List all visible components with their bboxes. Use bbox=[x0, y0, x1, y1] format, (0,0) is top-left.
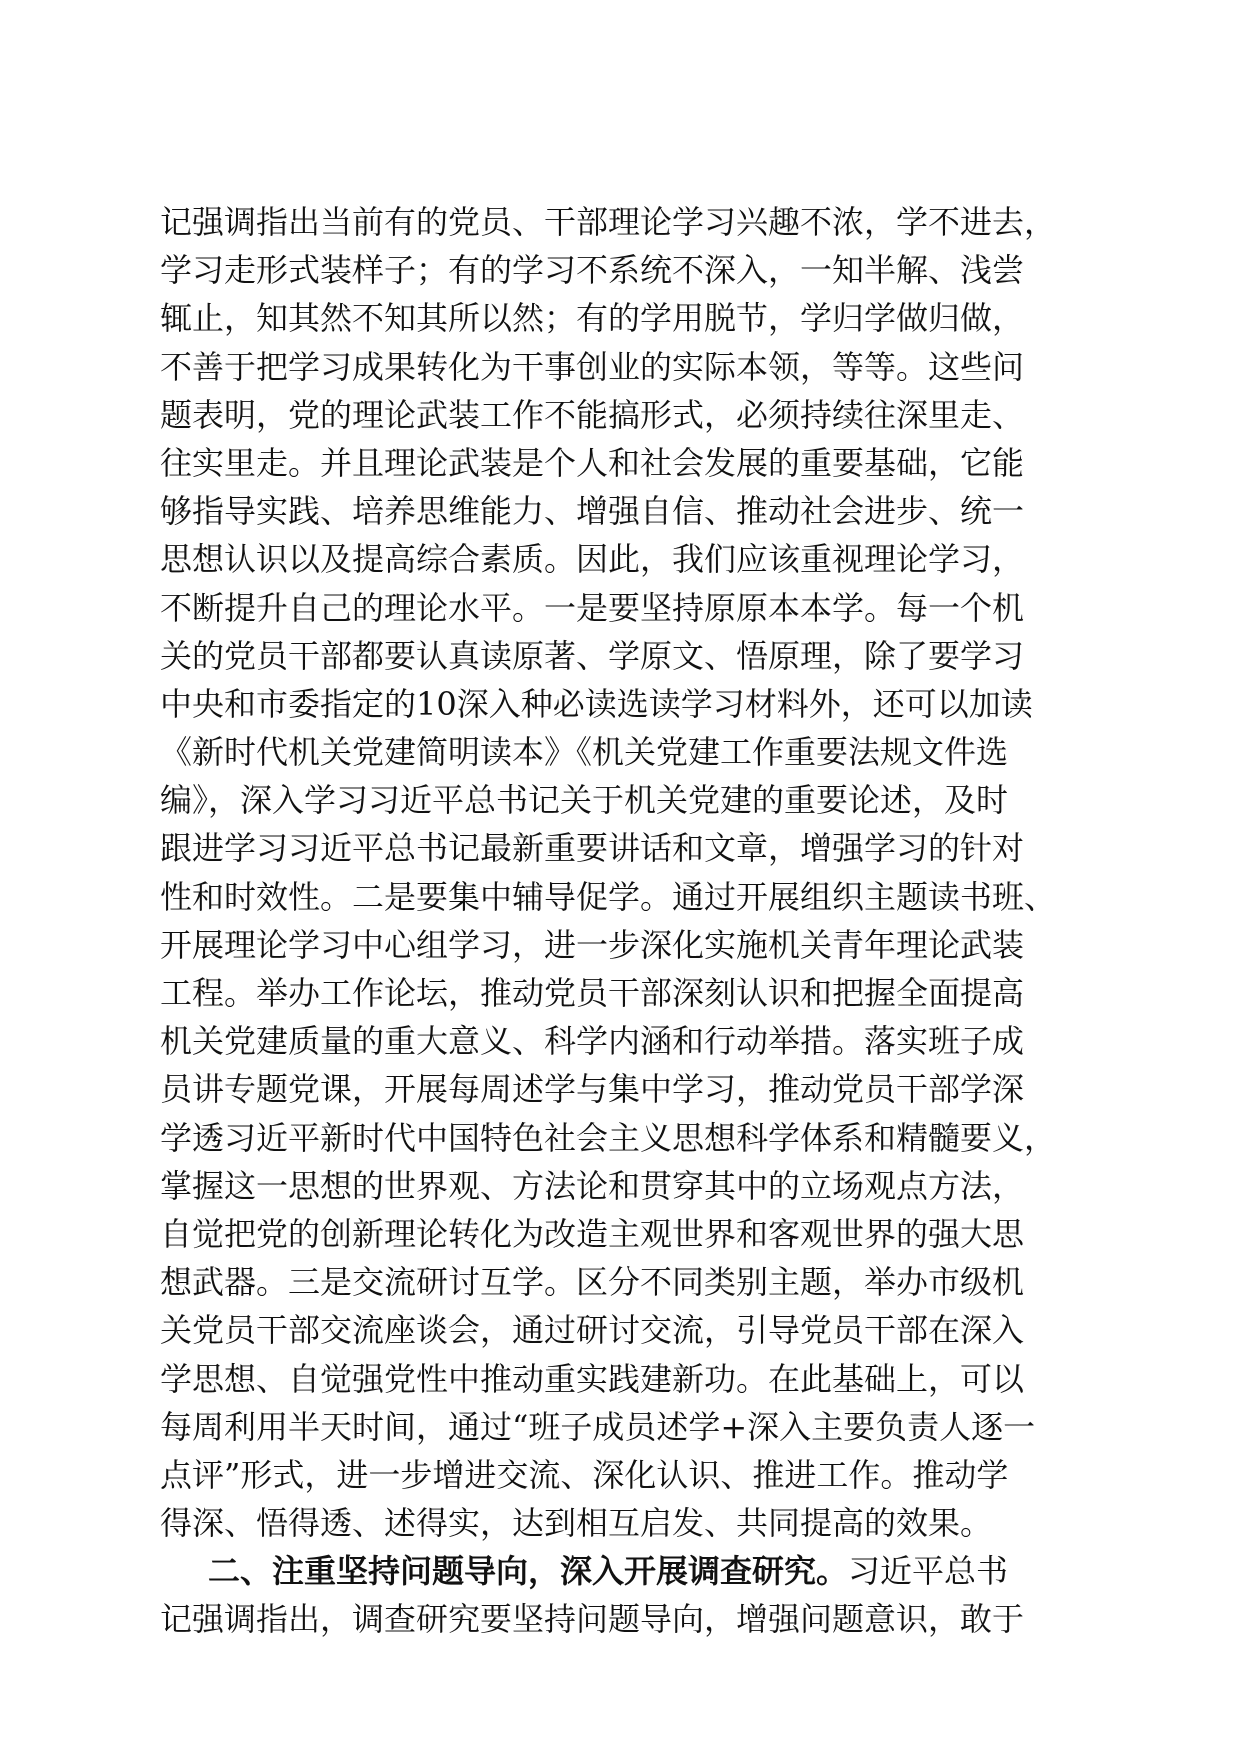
text-line: 中央和市委指定的10深入种必读选读学习材料外，还可以加读 bbox=[160, 684, 1033, 723]
text-line: 学思想、自觉强党性中推动重实践建新功。在此基础上，可以 bbox=[160, 1359, 1025, 1398]
text-line: 思想认识以及提高综合素质。因此，我们应该重视理论学习， bbox=[160, 540, 1025, 579]
text-line: 不善于把学习成果转化为干事创业的实际本领，等等。这些问 bbox=[160, 347, 1025, 386]
text-line: 《新时代机关党建简明读本》《机关党建工作重要法规文件选 bbox=[160, 733, 1009, 772]
text-line: 学习走形式装样子；有的学习不系统不深入，一知半解、浅尝 bbox=[160, 251, 1025, 290]
text-line: 关党员干部交流座谈会，通过研讨交流，引导党员干部在深入 bbox=[160, 1311, 1025, 1350]
text-line: 关的党员干部都要认真读原著、学原文、悟原理，除了要学习 bbox=[160, 636, 1025, 675]
section-heading-rest: 习近平总书 bbox=[848, 1552, 1009, 1591]
text-line: 往实里走。并且理论武装是个人和社会发展的重要基础，它能 bbox=[160, 443, 1025, 482]
text-line: 编》，深入学习习近平总书记关于机关党建的重要论述，及时 bbox=[160, 781, 1009, 820]
text-line: 每周利用半天时间，通过“班子成员述学+深入主要负责人逐一 bbox=[160, 1407, 1036, 1446]
text-line: 辄止，知其然不知其所以然；有的学用脱节，学归学做归做， bbox=[160, 299, 1025, 338]
text-line: 自觉把党的创新理论转化为改造主观世界和客观世界的强大思 bbox=[160, 1214, 1025, 1253]
text-line: 点评”形式，进一步增进交流、深化认识、推进工作。推动学 bbox=[160, 1455, 1009, 1494]
text-line: 学透习近平新时代中国特色社会主义思想科学体系和精髓要义， bbox=[160, 1118, 1057, 1157]
text-line: 掌握这一思想的世界观、方法论和贯穿其中的立场观点方法， bbox=[160, 1166, 1025, 1205]
text-line: 员讲专题党课，开展每周述学与集中学习，推动党员干部学深 bbox=[160, 1070, 1025, 1109]
text-line: 工程。举办工作论坛，推动党员干部深刻认识和把握全面提高 bbox=[160, 974, 1025, 1012]
text-line: 想武器。三是交流研讨互学。区分不同类别主题，举办市级机 bbox=[160, 1263, 1025, 1302]
body-text bbox=[160, 198, 1090, 1644]
text-line: 记强调指出，调查研究要坚持问题导向，增强问题意识，敢于 bbox=[160, 1600, 1025, 1639]
text-line: 得深、悟得透、述得实，达到相互启发、共同提高的效果。 bbox=[160, 1504, 993, 1543]
text-line: 够指导实践、培养思维能力、增强自信、推动社会进步、统一 bbox=[160, 492, 1025, 531]
text-line: 开展理论学习中心组学习，进一步深化实施机关青年理论武装 bbox=[160, 925, 1025, 964]
text-line: 题表明，党的理论武装工作不能搞形式，必须持续往深里走、 bbox=[160, 395, 1025, 434]
section-heading-line bbox=[160, 1547, 1090, 1595]
text-line: 性和时效性。二是要集中辅导促学。通过开展组织主题读书班、 bbox=[160, 877, 1057, 916]
text-line: 记强调指出当前有的党员、干部理论学习兴趣不浓，学不进去， bbox=[160, 203, 1057, 241]
section-heading-bold: 二、注重坚持问题导向，深入开展调查研究。 bbox=[208, 1552, 849, 1591]
text-line: 跟进学习习近平总书记最新重要讲话和文章，增强学习的针对 bbox=[160, 829, 1025, 868]
text-line: 机关党建质量的重大意义、科学内涵和行动举措。落实班子成 bbox=[160, 1022, 1025, 1061]
text-line: 不断提升自己的理论水平。一是要坚持原原本本学。每一个机 bbox=[160, 588, 1025, 627]
